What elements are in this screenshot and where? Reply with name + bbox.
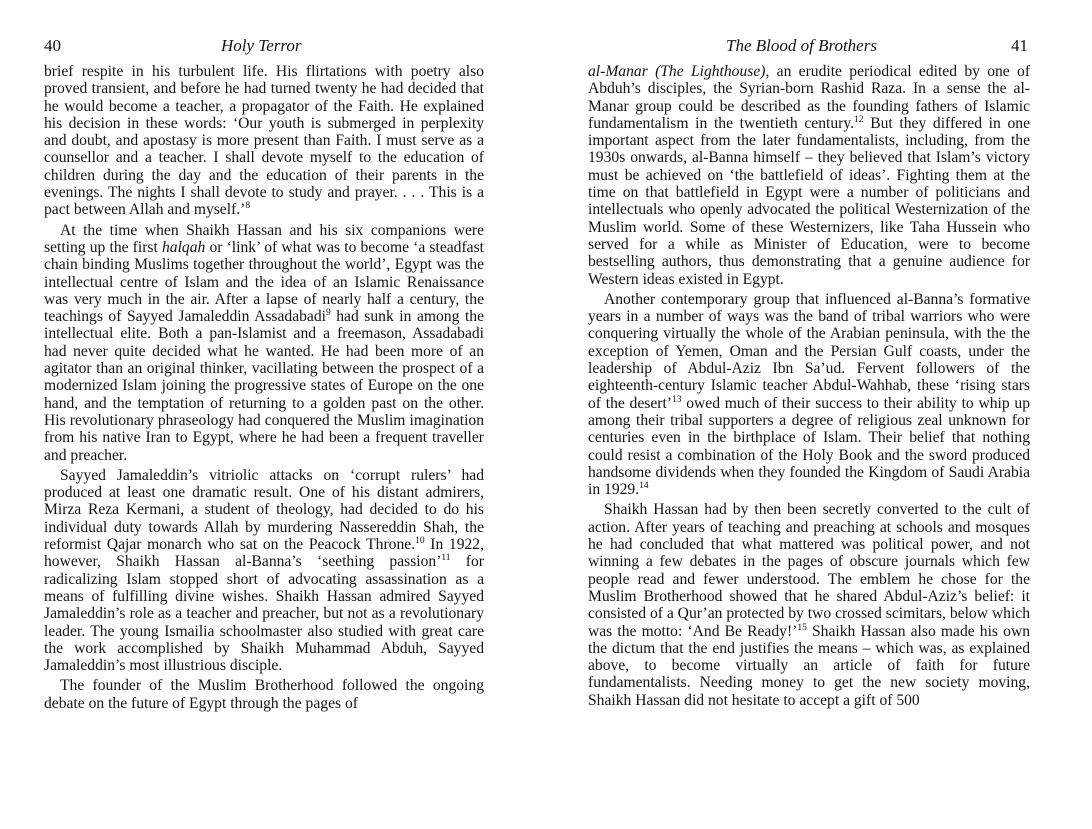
- footnote-marker: 10: [415, 536, 425, 547]
- right-page-number: 41: [1011, 36, 1028, 55]
- right-body-text: [588, 63, 1030, 709]
- right-running-title: The Blood of Brothers: [726, 36, 877, 55]
- italic-text: al-Manar (The Lighthouse): [588, 63, 766, 80]
- left-running-title: Holy Terror: [221, 36, 302, 55]
- paragraph-text: owed much of their success to their ability to whip up among their tribal supporters a degree of religious zeal unknown for centuries even in the birthplace of Islam. Their belief that nothing could resist a combination of the Holy Book and the sword produced handsome dividends when they founded the Kingdom of Saudi Arabia in 1929.: [588, 394, 1030, 499]
- paragraph-text: Sayyed Jamaleddin’s vitriolic attacks on ‘corrupt rulers’ had produced at least one dramatic result. One of his distant admirers, Mirza Reza Kermani, a student of theology, had decided to do his individual duty towards Allah by murdering Nassereddin Shah, the reformist Qajar monarch who sat on the Peacock Throne.: [44, 466, 484, 554]
- left-body-text: [44, 63, 484, 712]
- italic-text: halqah: [161, 238, 206, 256]
- paragraph-text: Shaikh Hassan had by then been secretly converted to the cult of action. After years of teaching and preaching at schools and mosques he had concluded that what mattered was political power, and not winning a few debates in the pages of obscure journals which few people read and fewer understood. The emblem he chose for the Muslim Brotherhood showed that he shared Abdul-Aziz’s belief: it consisted of a Qur’an protected by two crossed scimitars, below which was the motto: ‘And Be Ready!’: [588, 501, 1030, 640]
- paragraph: [588, 291, 1030, 499]
- paragraph-text: In 1922, however, Shaikh Hassan al-Banna’s ‘seething passion’: [44, 536, 485, 571]
- footnote-marker: 8: [245, 201, 251, 212]
- right-running-head: [588, 34, 1028, 58]
- paragraph-text: But they differed in one important aspect from the later fundamentalists, including, from the 1930s onwards, al-Banna himself – they believed that Islam’s victory must be achieved on ‘the battlefield of ideas’. Fighting them at the time on that battlefield in Egypt were a number of politicians and intellectuals who openly advocated the political Westernization of the Muslim world. Some of these Westernizers, like Taha Hussein who served for a while as Minister of Education, were to become bestselling authors, thus demonstrating that a genuine audience for Western ideas existed in Egypt.: [588, 114, 1030, 288]
- paragraph-text: Another contemporary group that influenced al-Banna’s formative years in a number of ways was the band of tribal warriors who were conquering virtually the whole of the Arabian peninsula, with the the exception of Yemen, Oman and the Persian Gulf coasts, under the leadership of Abdul-Aziz Ibn Sa’ud. Fervent followers of the eighteenth-century Islamic teacher Abdul-Wahhab, these ‘rising stars of the desert’: [588, 290, 1030, 412]
- paragraph: [44, 222, 484, 464]
- paragraph: [588, 501, 1030, 709]
- paragraph-text: , an erudite periodical edited by one of Abduh’s disciples, the Syrian-born Rashid Raza. In a sense the al-Manar group could be described as the founding fathers of Islamic fundamentalism in the twentieth century.: [588, 63, 1031, 132]
- paragraph: [44, 467, 484, 675]
- footnote-marker: 9: [325, 308, 331, 319]
- right-page: [546, 0, 1092, 829]
- paragraph-text: for radicalizing Islam stopped short of advocating assassination as a means of fulfilling divine wishes. Shaikh Hassan admired Sayyed Jamaleddin’s role as a teacher and preacher, but not as a revolutionary leader. The young Ismailia schoolmaster also studied with great care the work accomplished by Shaikh Muhammad Abduh, Sayyed Jamaleddin’s most illustrious disciple.: [44, 553, 484, 675]
- paragraph-text: At the time when Shaikh Hassan and his six companions were setting up the first: [44, 221, 484, 256]
- paragraph-text: or ‘link’ of what was to become ‘a steadfast chain binding Muslims together throughout the world’, Egypt was the intellectual centre of Islam and the idea of an Islamic Renaissance was very much in the air. After a lapse of nearly half a century, the teachings of Sayyed Jamaleddin Assadabadi: [44, 238, 484, 326]
- footnote-marker: 11: [441, 553, 451, 564]
- footnote-marker: 13: [671, 394, 682, 405]
- paragraph-text: had sunk in among the intellectual elite. Both a pan-Islamist and a freemason, Assadabadi had never quite decided what he wanted. He had been more of an agitator than an original thinker, vacillating between the prospect of a modernized Islam joining the progressive states of Europe on the one hand, and the temptation of returning to a golden past on the other. His revolutionary phraseology had conquered the Muslim imagination from his native Iran to Egypt, where he had been a frequent traveller and preacher.: [44, 308, 484, 464]
- footnote-marker: 12: [854, 114, 864, 125]
- left-page-number: 40: [44, 36, 61, 55]
- footnote-marker: 14: [639, 481, 649, 492]
- paragraph-text: The founder of the Muslim Brotherhood followed the ongoing debate on the future of Egypt through the pages of: [44, 677, 484, 712]
- paragraph-text: Shaikh Hassan also made his own the dictum that the end justifies the means – which was, as explained above, to become virtually an article of faith for future fundamentalists. Needing money to get the new society moving, Shaikh Hassan did not hesitate to accept a gift of 500: [588, 622, 1031, 709]
- paragraph-text: brief respite in his turbulent life. His flirtations with poetry also proved transient, and before he had turned twenty he had decided that he would become a teacher, a propagator of the Faith. He explained his decision in these words: ‘Our youth is submerged in perplexity and doubt, and apostasy is more present than Faith. I must serve as a counsellor and a teacher. I shall devote myself to the education of children during the day and the education of their parents in the evenings. The nights I shall devote to study and prayer. . . . This is a pact between Allah and myself.’: [44, 63, 484, 219]
- paragraph: [588, 63, 1030, 288]
- left-running-head: [44, 34, 484, 58]
- footnote-marker: 15: [797, 622, 807, 633]
- paragraph: [44, 677, 484, 712]
- paragraph: [44, 63, 484, 219]
